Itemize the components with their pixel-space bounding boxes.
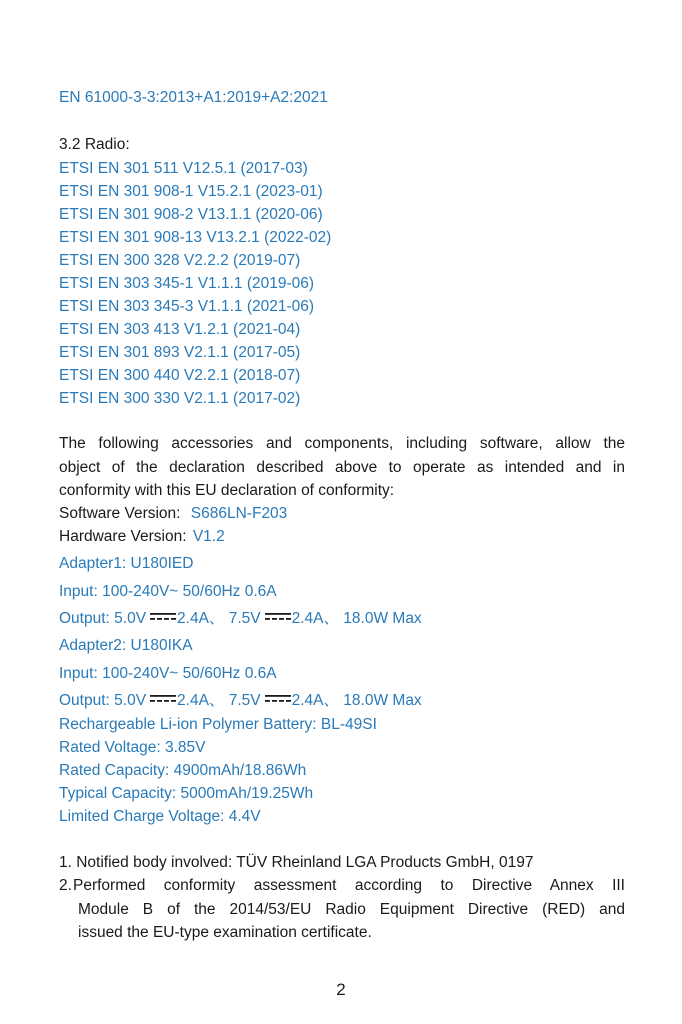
hardware-version-label: Hardware Version: [59,528,187,545]
accessories-paragraph [59,432,625,503]
paragraph-line: The following accessories and components, including software, allow the [59,435,625,452]
radio-standard-item: ETSI EN 303 413 V1.2.1 (2021-04) [59,321,301,338]
radio-standard-item: ETSI EN 301 908-13 V13.2.1 (2022-02) [59,229,332,246]
software-version-row [59,504,287,524]
battery-limited-charge-voltage: Limited Charge Voltage: 4.4V [59,808,261,825]
software-version-value: S686LN-F203 [190,505,288,522]
paragraph-line: conformity with this EU declaration of conformity: [59,482,395,499]
conformity-assessment-item [59,874,625,945]
hardware-version-value: V1.2 [192,528,225,545]
list-item-line: Performed conformity assessment according to Directive Annex III [73,877,625,894]
output-value-b: 2.4A、 18.0W Max [291,692,422,709]
direct-current-icon [265,695,291,703]
radio-standard-item: ETSI EN 301 893 V2.1.1 (2017-05) [59,344,301,361]
adapter1-input: Input: 100-240V~ 50/60Hz 0.6A [59,583,277,600]
output-value-a: 2.4A、 7.5V [177,610,261,627]
software-version-label: Software Version: [59,505,181,522]
radio-standard-item: ETSI EN 300 330 V2.1.1 (2017-02) [59,390,301,407]
adapter2-input: Input: 100-240V~ 50/60Hz 0.6A [59,665,277,682]
output-value-a: 2.4A、 7.5V [177,692,261,709]
battery-rated-capacity: Rated Capacity: 4900mAh/18.86Wh [59,762,307,779]
direct-current-icon [265,613,291,621]
list-number: 2. [59,877,72,894]
radio-heading: 3.2 Radio: [59,136,130,153]
radio-standard-item: ETSI EN 303 345-1 V1.1.1 (2019-06) [59,275,315,292]
direct-current-icon [150,695,176,703]
output-prefix: Output: 5.0V [59,610,147,627]
adapter1-name: Adapter1: U180IED [59,555,194,572]
radio-standard-item: ETSI EN 301 511 V12.5.1 (2017-03) [59,160,308,177]
radio-standard-item: ETSI EN 301 908-2 V13.1.1 (2020-06) [59,206,323,223]
output-value-b: 2.4A、 18.0W Max [291,610,422,627]
battery-rated-voltage: Rated Voltage: 3.85V [59,739,206,756]
adapter2-name: Adapter2: U180IKA [59,637,193,654]
hardware-version-row [59,527,225,547]
list-item-line: issued the EU-type examination certificate. [78,924,372,941]
radio-standard-item: ETSI EN 300 328 V2.2.2 (2019-07) [59,252,301,269]
adapter1-output [59,609,422,629]
battery-type: Rechargeable Li-ion Polymer Battery: BL-49SI [59,716,377,733]
page-number: 2 [336,980,346,999]
radio-standard-item: ETSI EN 301 908-1 V15.2.1 (2023-01) [59,183,323,200]
adapter2-output [59,691,422,711]
radio-standard-item: ETSI EN 300 440 V2.2.1 (2018-07) [59,367,301,384]
battery-typical-capacity: Typical Capacity: 5000mAh/19.25Wh [59,785,314,802]
paragraph-line: object of the declaration described above to operate as intended and in [59,458,625,476]
standard-emc-line: EN 61000-3-3:2013+A1:2019+A2:2021 [59,89,328,106]
radio-standard-item: ETSI EN 303 345-3 V1.1.1 (2021-06) [59,298,315,315]
output-prefix: Output: 5.0V [59,692,147,709]
notified-body-item: 1. Notified body involved: TÜV Rheinland LGA Products GmbH, 0197 [59,854,534,871]
direct-current-icon [150,613,176,621]
list-item-line: Module B of the 2014/53/EU Radio Equipment Directive (RED) and [78,900,625,918]
